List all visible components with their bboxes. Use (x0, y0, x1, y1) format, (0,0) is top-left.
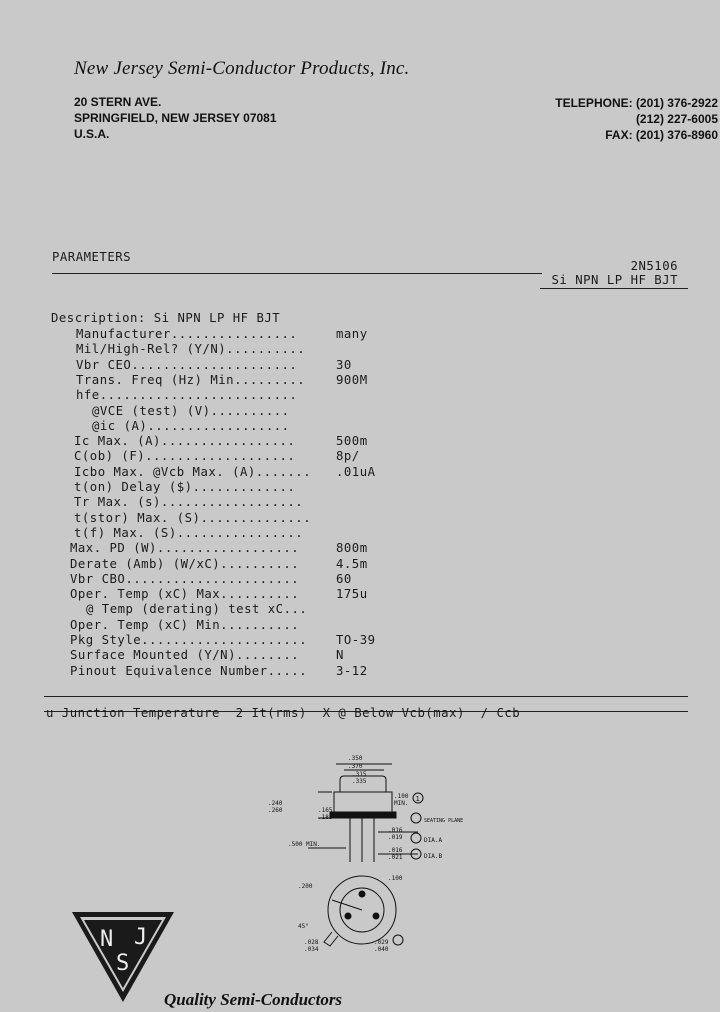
dim-label: .100 (388, 875, 403, 882)
logo-letter: S (116, 951, 130, 976)
parameter-label: t(stor) Max. (S).............. (74, 510, 312, 525)
parameter-label: C(ob) (F)................... (74, 449, 296, 464)
telephone: TELEPHONE: (201) 376-2922 (555, 96, 718, 110)
parameter-row (86, 602, 307, 616)
dim-label: .034 (304, 946, 319, 953)
parameter-label: hfe......................... (76, 388, 298, 403)
parameter-value: 900M (336, 372, 368, 387)
parameter-row (70, 541, 368, 556)
pin (373, 913, 379, 919)
parameter-label: Max. PD (W).................. (70, 541, 300, 556)
dim-label: MIN. (394, 800, 409, 807)
note-label: DIA.A (424, 837, 443, 844)
parameter-row (70, 587, 368, 602)
parameter-row (76, 327, 368, 341)
parameter-value: TO-39 (336, 633, 376, 647)
footnote: u Junction Temperature 2 It(rms) X @ Below Vcb(max) / Ccb (46, 706, 521, 720)
parameter-label: @ic (A).................. (92, 418, 290, 433)
parameter-row (92, 419, 290, 433)
parameter-row (70, 648, 344, 663)
address-line: 20 STERN AVE. (74, 95, 162, 109)
part-type: Si NPN LP HF BJT (551, 273, 678, 287)
parameter-row (70, 633, 376, 647)
parameter-row (76, 342, 305, 356)
parameter-row (70, 571, 352, 586)
address-line: U.S.A. (74, 127, 110, 141)
dim-label: .370 (348, 763, 363, 770)
dim-label: .040 (374, 946, 389, 953)
logo-letter: N (100, 927, 114, 952)
company-address (74, 94, 277, 142)
parameter-label: @VCE (test) (V).......... (92, 403, 290, 418)
separator-line (44, 696, 688, 697)
dim-label: .240 (268, 800, 283, 807)
dim-label: .021 (388, 854, 403, 861)
parameter-label: Vbr CEO..................... (76, 357, 298, 372)
dim-label: .019 (388, 834, 403, 841)
parameter-row (70, 663, 368, 678)
parameter-value: 500m (336, 434, 368, 449)
parameter-value: 800m (336, 541, 368, 556)
dim-label: .500 MIN. (288, 841, 321, 848)
fax: FAX: (201) 376-8960 (605, 128, 718, 142)
description: Description: Si NPN LP HF BJT (51, 311, 281, 325)
dim-label: .200 (298, 883, 313, 890)
part-underline (540, 288, 688, 289)
tab (324, 932, 338, 946)
dim-label: .335 (352, 778, 367, 785)
dim-label: .315 (352, 771, 367, 778)
parameter-label: Trans. Freq (Hz) Min......... (76, 372, 306, 387)
package-drawing (258, 750, 468, 960)
parameter-row (92, 404, 290, 418)
parameter-row (76, 388, 297, 402)
logo-letter: J (134, 925, 148, 950)
parameter-row (74, 449, 360, 464)
parameter-value: N (336, 648, 344, 663)
dim-label: .350 (348, 755, 363, 762)
parameter-label: t(f) Max. (S)................ (74, 525, 304, 540)
dim-label: .016 (388, 847, 403, 854)
parameter-value: 8p/ (336, 449, 360, 464)
parameter-row (70, 556, 368, 571)
parameter-row (76, 372, 368, 387)
parameter-label: t(on) Delay ($)............. (74, 480, 296, 494)
njs-logo (70, 910, 176, 1004)
parameter-label: Pkg Style..................... (70, 633, 308, 647)
callout-circle (411, 833, 421, 843)
parameter-label: Oper. Temp (xC) Min.......... (70, 617, 300, 632)
parameter-value: 175u (336, 587, 368, 602)
parameter-label: Derate (Amb) (W/xC).......... (70, 556, 300, 571)
title-underline (52, 273, 542, 274)
address-line: SPRINGFIELD, NEW JERSEY 07081 (74, 111, 277, 125)
parameter-label: Manufacturer................ (76, 327, 298, 341)
parameter-value: .01uA (336, 464, 376, 479)
parameter-label: Tr Max. (s).................. (74, 495, 304, 510)
parameter-value: 30 (336, 357, 352, 372)
parameter-label: Surface Mounted (Y/N)........ (70, 648, 300, 663)
parameter-label: @ Temp (derating) test xC... (86, 602, 308, 617)
note-label: DIA.B (424, 853, 443, 860)
dim-label: .100 (394, 793, 409, 800)
dim-label: .165 (318, 807, 333, 814)
parameter-label: Ic Max. (A)................. (74, 434, 296, 449)
parameter-row (70, 618, 299, 632)
callout-number: 1 (415, 795, 420, 803)
pin (359, 891, 365, 897)
callout-circle (411, 813, 421, 823)
dim-line (332, 900, 362, 910)
parameter-row (74, 526, 303, 540)
part-number: 2N5106 (630, 259, 678, 273)
parameter-label: Vbr CBO...................... (70, 571, 300, 586)
parameter-label: Pinout Equivalence Number..... (70, 663, 308, 678)
section-title: PARAMETERS (52, 250, 132, 264)
parameter-value: 3-12 (336, 663, 368, 678)
pin (345, 913, 351, 919)
parameter-row (74, 495, 303, 509)
parameter-row (74, 434, 368, 449)
dim-label: .260 (268, 807, 283, 814)
dim-label: .028 (304, 939, 319, 946)
parameter-row (74, 464, 376, 479)
company-name: New Jersey Semi-Conductor Products, Inc. (74, 58, 410, 79)
parameter-row (74, 480, 295, 494)
parameter-value: 60 (336, 571, 352, 586)
dim-label: 45° (298, 923, 309, 930)
parameter-label: Icbo Max. @Vcb Max. (A)....... (74, 464, 312, 479)
parameter-row (76, 357, 352, 372)
dim-label: .016 (388, 827, 403, 834)
company-contact (555, 95, 718, 143)
parameter-value: 4.5m (336, 556, 368, 571)
dim-label: .029 (374, 939, 389, 946)
parameter-row (74, 511, 311, 525)
note-label: SEATING PLANE (424, 818, 464, 824)
parameter-value: many (336, 327, 368, 341)
parameter-label: Mil/High-Rel? (Y/N).......... (76, 342, 306, 357)
can-flange (330, 812, 396, 818)
parameter-label: Oper. Temp (xC) Max.......... (70, 587, 300, 602)
callout-circle (393, 935, 403, 945)
dim-label: .185 (318, 814, 333, 821)
tagline: Quality Semi-Conductors (164, 990, 343, 1009)
telephone-alt: (212) 227-6005 (635, 112, 718, 126)
